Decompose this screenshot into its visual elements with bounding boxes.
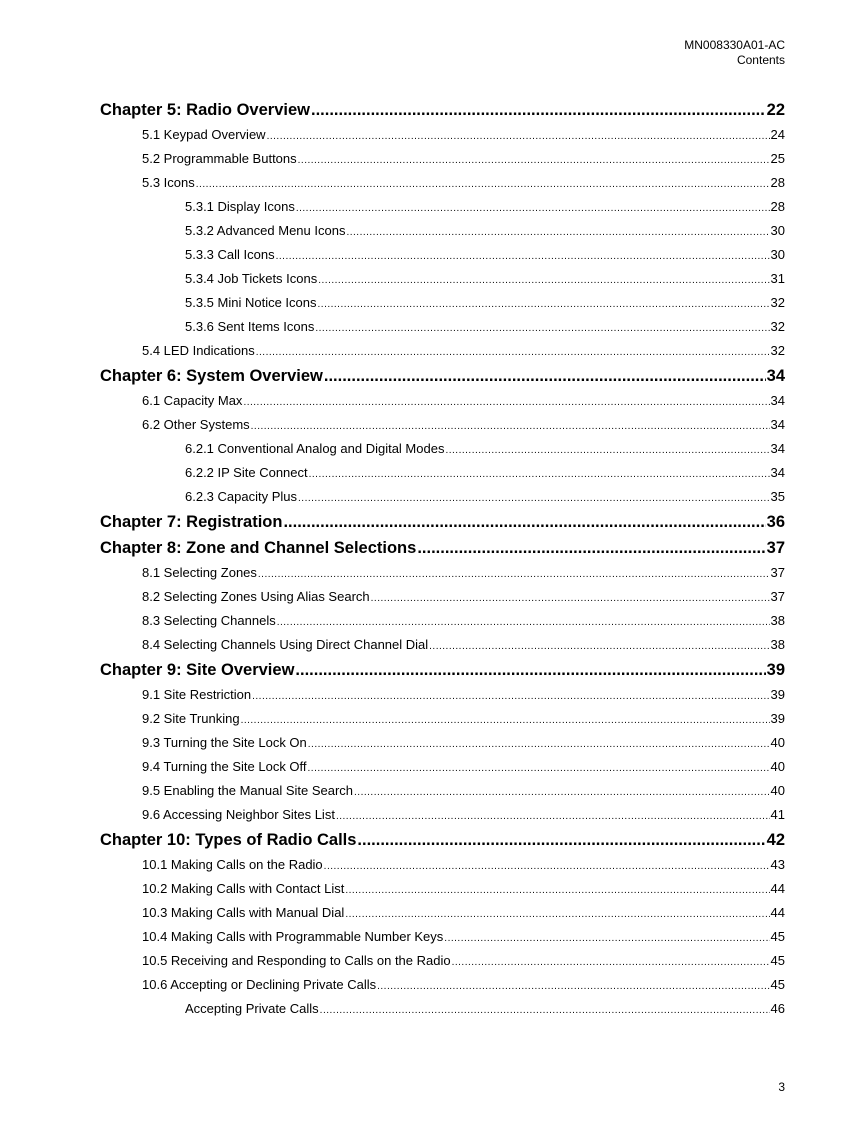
toc-entry-page: 41 xyxy=(770,807,785,822)
toc-entry[interactable] xyxy=(100,901,785,925)
dot-leader xyxy=(315,317,769,341)
toc-entry[interactable] xyxy=(100,267,785,291)
toc-entry-page: 32 xyxy=(770,343,785,358)
dot-leader xyxy=(298,487,770,511)
toc-entry-title: 6.2.1 Conventional Analog and Digital Modes xyxy=(185,441,445,456)
page-number: 3 xyxy=(778,1080,785,1094)
toc-entry-page: 28 xyxy=(770,175,785,190)
dot-leader xyxy=(357,827,765,853)
toc-entry[interactable] xyxy=(100,171,785,195)
toc-entry[interactable] xyxy=(100,877,785,901)
toc-entry[interactable] xyxy=(100,243,785,267)
toc-chapter-entry[interactable] xyxy=(100,363,785,389)
toc-entry[interactable] xyxy=(100,731,785,755)
toc-entry-title: Chapter 9: Site Overview xyxy=(100,661,295,679)
toc-entry[interactable] xyxy=(100,683,785,707)
toc-entry-page: 45 xyxy=(770,953,785,968)
toc-entry-title: 6.2 Other Systems xyxy=(142,417,250,432)
dot-leader xyxy=(324,855,770,879)
toc-entry[interactable] xyxy=(100,973,785,997)
dot-leader xyxy=(251,415,770,439)
toc-entry-page: 45 xyxy=(770,977,785,992)
toc-entry-page: 46 xyxy=(770,1001,785,1016)
dot-leader xyxy=(252,685,769,709)
toc-entry[interactable] xyxy=(100,123,785,147)
toc-entry-title: 9.2 Site Trunking xyxy=(142,711,240,726)
toc-entry-title: 8.3 Selecting Channels xyxy=(142,613,276,628)
toc-entry[interactable] xyxy=(100,633,785,657)
dot-leader xyxy=(309,463,770,487)
toc-entry-title: 5.3.5 Mini Notice Icons xyxy=(185,295,317,310)
toc-entry-title: 9.5 Enabling the Manual Site Search xyxy=(142,783,354,798)
toc-entry[interactable] xyxy=(100,389,785,413)
toc-entry-title: 8.2 Selecting Zones Using Alias Search xyxy=(142,589,370,604)
page-header xyxy=(684,38,785,68)
toc-entry[interactable] xyxy=(100,437,785,461)
toc-chapter-entry[interactable] xyxy=(100,535,785,561)
toc-entry-page: 34 xyxy=(770,417,785,432)
dot-leader xyxy=(371,587,770,611)
dot-leader xyxy=(295,657,765,683)
toc-entry[interactable] xyxy=(100,803,785,827)
toc-entry-page: 34 xyxy=(770,441,785,456)
toc-entry-page: 35 xyxy=(770,489,785,504)
toc-entry-page: 39 xyxy=(770,687,785,702)
toc-entry[interactable] xyxy=(100,291,785,315)
toc-entry-title: 5.3.1 Display Icons xyxy=(185,199,295,214)
toc-entry[interactable] xyxy=(100,949,785,973)
dot-leader xyxy=(417,535,765,561)
toc-entry-title: 10.3 Making Calls with Manual Dial xyxy=(142,905,345,920)
toc-entry-title: 5.4 LED Indications xyxy=(142,343,255,358)
dot-leader xyxy=(377,975,769,999)
document-id: MN008330A01-AC xyxy=(684,38,785,52)
toc-entry-title: 5.3 Icons xyxy=(142,175,195,190)
toc-chapter-entry[interactable] xyxy=(100,509,785,535)
toc-entry-title: Accepting Private Calls xyxy=(185,1001,319,1016)
dot-leader xyxy=(318,293,770,317)
toc-entry-title: 6.2.2 IP Site Connect xyxy=(185,465,308,480)
toc-entry-page: 39 xyxy=(770,711,785,726)
toc-entry-title: Chapter 6: System Overview xyxy=(100,367,323,385)
dot-leader xyxy=(267,125,770,149)
toc-entry[interactable] xyxy=(100,585,785,609)
toc-entry-title: 5.1 Keypad Overview xyxy=(142,127,266,142)
toc-entry-page: 43 xyxy=(770,857,785,872)
toc-entry-page: 36 xyxy=(766,513,785,531)
toc-entry-page: 28 xyxy=(770,199,785,214)
dot-leader xyxy=(320,999,770,1023)
toc-entry-page: 30 xyxy=(770,247,785,262)
toc-entry-title: 9.6 Accessing Neighbor Sites List xyxy=(142,807,335,822)
toc-entry[interactable] xyxy=(100,339,785,363)
dot-leader xyxy=(196,173,770,197)
toc-entry-title: Chapter 10: Types of Radio Calls xyxy=(100,831,357,849)
toc-entry-page: 37 xyxy=(770,589,785,604)
toc-entry-title: 8.4 Selecting Channels Using Direct Channel Dial xyxy=(142,637,429,652)
toc-entry-title: Chapter 8: Zone and Channel Selections xyxy=(100,539,417,557)
dot-leader xyxy=(311,97,766,123)
toc-entry-page: 45 xyxy=(770,929,785,944)
table-of-contents xyxy=(100,97,785,1021)
toc-entry-title: 5.3.4 Job Tickets Icons xyxy=(185,271,318,286)
dot-leader xyxy=(354,781,770,805)
toc-entry-page: 40 xyxy=(770,759,785,774)
toc-entry-page: 39 xyxy=(766,661,785,679)
dot-leader xyxy=(256,341,770,365)
toc-entry-title: 10.1 Making Calls on the Radio xyxy=(142,857,323,872)
toc-entry-page: 44 xyxy=(770,881,785,896)
toc-entry-page: 25 xyxy=(770,151,785,166)
toc-chapter-entry[interactable] xyxy=(100,97,785,123)
toc-entry-page: 40 xyxy=(770,735,785,750)
dot-leader xyxy=(445,439,769,463)
dot-leader xyxy=(345,903,769,927)
toc-entry[interactable] xyxy=(100,561,785,585)
dot-leader xyxy=(308,757,770,781)
toc-entry-title: 5.2 Programmable Buttons xyxy=(142,151,297,166)
dot-leader xyxy=(345,879,769,903)
toc-entry-page: 32 xyxy=(770,295,785,310)
toc-entry-title: 9.4 Turning the Site Lock Off xyxy=(142,759,307,774)
toc-entry[interactable] xyxy=(100,609,785,633)
dot-leader xyxy=(308,733,770,757)
toc-entry[interactable] xyxy=(100,925,785,949)
toc-entry-page: 24 xyxy=(770,127,785,142)
dot-leader xyxy=(336,805,770,829)
dot-leader xyxy=(318,269,769,293)
dot-leader xyxy=(277,611,770,635)
toc-chapter-entry[interactable] xyxy=(100,657,785,683)
dot-leader xyxy=(324,363,766,389)
toc-entry-title: 5.3.6 Sent Items Icons xyxy=(185,319,315,334)
toc-entry-page: 40 xyxy=(770,783,785,798)
dot-leader xyxy=(283,509,765,535)
dot-leader xyxy=(429,635,769,659)
toc-entry-title: 9.3 Turning the Site Lock On xyxy=(142,735,307,750)
toc-entry-page: 34 xyxy=(770,393,785,408)
dot-leader xyxy=(452,951,770,975)
dot-leader xyxy=(276,245,770,269)
toc-entry-page: 32 xyxy=(770,319,785,334)
dot-leader xyxy=(241,709,770,733)
toc-entry-page: 37 xyxy=(766,539,785,557)
dot-leader xyxy=(346,221,769,245)
toc-entry[interactable] xyxy=(100,707,785,731)
toc-entry[interactable] xyxy=(100,755,785,779)
toc-entry-title: 8.1 Selecting Zones xyxy=(142,565,257,580)
dot-leader xyxy=(243,391,769,415)
toc-entry[interactable] xyxy=(100,779,785,803)
toc-entry[interactable] xyxy=(100,195,785,219)
toc-entry-title: 10.2 Making Calls with Contact List xyxy=(142,881,345,896)
toc-entry-page: 34 xyxy=(770,465,785,480)
toc-entry-page: 38 xyxy=(770,637,785,652)
toc-entry-page: 38 xyxy=(770,613,785,628)
toc-entry-title: 5.3.2 Advanced Menu Icons xyxy=(185,223,346,238)
toc-entry-title: 10.5 Receiving and Responding to Calls on the Radio xyxy=(142,953,451,968)
toc-entry-page: 34 xyxy=(766,367,785,385)
toc-entry-page: 22 xyxy=(766,101,785,119)
toc-entry-title: Chapter 7: Registration xyxy=(100,513,283,531)
toc-entry-page: 31 xyxy=(770,271,785,286)
toc-entry-title: 10.6 Accepting or Declining Private Calls xyxy=(142,977,377,992)
toc-entry[interactable] xyxy=(100,219,785,243)
toc-entry-page: 44 xyxy=(770,905,785,920)
dot-leader xyxy=(258,563,770,587)
toc-entry[interactable] xyxy=(100,461,785,485)
toc-entry[interactable] xyxy=(100,853,785,877)
toc-entry-title: 5.3.3 Call Icons xyxy=(185,247,275,262)
toc-entry-page: 30 xyxy=(770,223,785,238)
toc-entry-page: 42 xyxy=(766,831,785,849)
toc-entry-page: 37 xyxy=(770,565,785,580)
toc-entry-title: 10.4 Making Calls with Programmable Number Keys xyxy=(142,929,444,944)
toc-chapter-entry[interactable] xyxy=(100,827,785,853)
toc-entry-title: 9.1 Site Restriction xyxy=(142,687,252,702)
toc-entry-title: 6.2.3 Capacity Plus xyxy=(185,489,298,504)
section-name: Contents xyxy=(736,53,785,67)
toc-entry[interactable] xyxy=(100,413,785,437)
toc-entry[interactable] xyxy=(100,147,785,171)
toc-entry-title: Chapter 5: Radio Overview xyxy=(100,101,310,119)
toc-entry-title: 6.1 Capacity Max xyxy=(142,393,243,408)
dot-leader xyxy=(296,197,770,221)
toc-entry[interactable] xyxy=(100,997,785,1021)
dot-leader xyxy=(298,149,770,173)
toc-entry[interactable] xyxy=(100,315,785,339)
toc-entry[interactable] xyxy=(100,485,785,509)
dot-leader xyxy=(444,927,769,951)
